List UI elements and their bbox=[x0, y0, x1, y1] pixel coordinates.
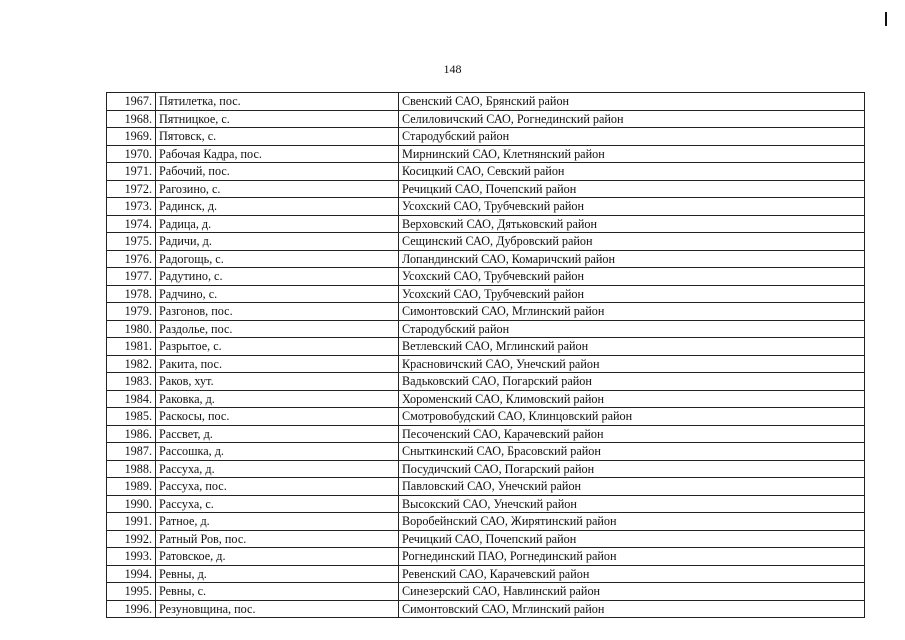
table-row bbox=[107, 268, 865, 286]
administrative-unit: Свенский САО, Брянский район bbox=[399, 93, 865, 111]
settlement-name: Радчино, с. bbox=[156, 285, 399, 303]
settlement-name: Радинск, д. bbox=[156, 198, 399, 216]
row-number: 1968. bbox=[107, 110, 156, 128]
table-row bbox=[107, 583, 865, 601]
page-number: 148 bbox=[443, 62, 462, 76]
administrative-unit: Вадьковский САО, Погарский район bbox=[399, 373, 865, 391]
administrative-unit: Стародубский район bbox=[399, 320, 865, 338]
settlement-name: Радутино, с. bbox=[156, 268, 399, 286]
table-body bbox=[107, 93, 865, 618]
table-row bbox=[107, 180, 865, 198]
settlement-name: Ратный Ров, пос. bbox=[156, 530, 399, 548]
settlement-name: Ревны, д. bbox=[156, 565, 399, 583]
administrative-unit: Смотровобудский САО, Клинцовский район bbox=[399, 408, 865, 426]
table-row bbox=[107, 145, 865, 163]
administrative-unit: Сныткинский САО, Брасовский район bbox=[399, 443, 865, 461]
administrative-unit: Рогнединский ПАО, Рогнединский район bbox=[399, 548, 865, 566]
administrative-unit: Хороменский САО, Климовский район bbox=[399, 390, 865, 408]
row-number: 1991. bbox=[107, 513, 156, 531]
row-number: 1975. bbox=[107, 233, 156, 251]
administrative-unit: Косицкий САО, Севский район bbox=[399, 163, 865, 181]
settlement-name: Ратное, д. bbox=[156, 513, 399, 531]
row-number: 1980. bbox=[107, 320, 156, 338]
table-row bbox=[107, 495, 865, 513]
administrative-unit: Усохский САО, Трубчевский район bbox=[399, 285, 865, 303]
table-row bbox=[107, 320, 865, 338]
administrative-unit: Симонтовский САО, Мглинский район bbox=[399, 303, 865, 321]
settlement-name: Рассуха, с. bbox=[156, 495, 399, 513]
row-number: 1992. bbox=[107, 530, 156, 548]
settlement-name: Разгонов, пос. bbox=[156, 303, 399, 321]
row-number: 1973. bbox=[107, 198, 156, 216]
row-number: 1969. bbox=[107, 128, 156, 146]
row-number: 1982. bbox=[107, 355, 156, 373]
table-row bbox=[107, 285, 865, 303]
administrative-unit: Верховский САО, Дятьковский район bbox=[399, 215, 865, 233]
table-row bbox=[107, 390, 865, 408]
table-row bbox=[107, 600, 865, 618]
row-number: 1981. bbox=[107, 338, 156, 356]
settlement-table bbox=[106, 92, 865, 618]
administrative-unit: Мирнинский САО, Клетнянский район bbox=[399, 145, 865, 163]
row-number: 1971. bbox=[107, 163, 156, 181]
table-row bbox=[107, 408, 865, 426]
table-row bbox=[107, 460, 865, 478]
table-row bbox=[107, 198, 865, 216]
administrative-unit: Речицкий САО, Почепский район bbox=[399, 530, 865, 548]
row-number: 1993. bbox=[107, 548, 156, 566]
row-number: 1967. bbox=[107, 93, 156, 111]
table-row bbox=[107, 110, 865, 128]
settlement-name: Рабочий, пос. bbox=[156, 163, 399, 181]
settlement-name: Радица, д. bbox=[156, 215, 399, 233]
settlement-name: Раков, хут. bbox=[156, 373, 399, 391]
administrative-unit: Высокский САО, Унечский район bbox=[399, 495, 865, 513]
row-number: 1978. bbox=[107, 285, 156, 303]
row-number: 1986. bbox=[107, 425, 156, 443]
settlement-name: Рассошка, д. bbox=[156, 443, 399, 461]
table-row bbox=[107, 250, 865, 268]
row-number: 1983. bbox=[107, 373, 156, 391]
table-row bbox=[107, 373, 865, 391]
settlement-name: Раскосы, пос. bbox=[156, 408, 399, 426]
table-row bbox=[107, 530, 865, 548]
administrative-unit: Павловский САО, Унечский район bbox=[399, 478, 865, 496]
administrative-unit: Усохский САО, Трубчевский район bbox=[399, 268, 865, 286]
settlement-name: Рабочая Кадра, пос. bbox=[156, 145, 399, 163]
row-number: 1970. bbox=[107, 145, 156, 163]
row-number: 1990. bbox=[107, 495, 156, 513]
administrative-unit: Песоченский САО, Карачевский район bbox=[399, 425, 865, 443]
settlement-name: Раздолье, пос. bbox=[156, 320, 399, 338]
row-number: 1988. bbox=[107, 460, 156, 478]
administrative-unit: Усохский САО, Трубчевский район bbox=[399, 198, 865, 216]
settlement-name: Ратовское, д. bbox=[156, 548, 399, 566]
administrative-unit: Селиловичский САО, Рогнединский район bbox=[399, 110, 865, 128]
settlement-name: Резуновщина, пос. bbox=[156, 600, 399, 618]
table-row bbox=[107, 513, 865, 531]
row-number: 1984. bbox=[107, 390, 156, 408]
settlement-name: Раковка, д. bbox=[156, 390, 399, 408]
row-number: 1996. bbox=[107, 600, 156, 618]
table-row bbox=[107, 303, 865, 321]
settlement-name: Ракита, пос. bbox=[156, 355, 399, 373]
settlement-name: Рассвет, д. bbox=[156, 425, 399, 443]
row-number: 1976. bbox=[107, 250, 156, 268]
table-row bbox=[107, 163, 865, 181]
administrative-unit: Посудичский САО, Погарский район bbox=[399, 460, 865, 478]
administrative-unit: Ревенский САО, Карачевский район bbox=[399, 565, 865, 583]
settlement-name: Пятилетка, пос. bbox=[156, 93, 399, 111]
settlement-name: Рассуха, д. bbox=[156, 460, 399, 478]
row-number: 1974. bbox=[107, 215, 156, 233]
table-row bbox=[107, 233, 865, 251]
administrative-unit: Симонтовский САО, Мглинский район bbox=[399, 600, 865, 618]
table-row bbox=[107, 478, 865, 496]
table-row bbox=[107, 128, 865, 146]
row-number: 1995. bbox=[107, 583, 156, 601]
row-number: 1987. bbox=[107, 443, 156, 461]
table-row bbox=[107, 215, 865, 233]
table-row bbox=[107, 93, 865, 111]
administrative-unit: Сещинский САО, Дубровский район bbox=[399, 233, 865, 251]
settlement-name: Рагозино, с. bbox=[156, 180, 399, 198]
administrative-unit: Стародубский район bbox=[399, 128, 865, 146]
row-number: 1985. bbox=[107, 408, 156, 426]
table-row bbox=[107, 355, 865, 373]
administrative-unit: Красновичский САО, Унечский район bbox=[399, 355, 865, 373]
row-number: 1989. bbox=[107, 478, 156, 496]
edge-mark bbox=[885, 12, 887, 26]
table-row bbox=[107, 425, 865, 443]
settlement-name: Радичи, д. bbox=[156, 233, 399, 251]
row-number: 1972. bbox=[107, 180, 156, 198]
settlement-name: Радогощь, с. bbox=[156, 250, 399, 268]
settlement-name: Разрытое, с. bbox=[156, 338, 399, 356]
administrative-unit: Лопандинский САО, Комаричский район bbox=[399, 250, 865, 268]
table-row bbox=[107, 443, 865, 461]
administrative-unit: Ветлевский САО, Мглинский район bbox=[399, 338, 865, 356]
administrative-unit: Синезерский САО, Навлинский район bbox=[399, 583, 865, 601]
row-number: 1994. bbox=[107, 565, 156, 583]
row-number: 1979. bbox=[107, 303, 156, 321]
table-row bbox=[107, 548, 865, 566]
settlement-name: Рассуха, пос. bbox=[156, 478, 399, 496]
settlement-name: Пятницкое, с. bbox=[156, 110, 399, 128]
table-row bbox=[107, 565, 865, 583]
row-number: 1977. bbox=[107, 268, 156, 286]
administrative-unit: Речицкий САО, Почепский район bbox=[399, 180, 865, 198]
administrative-unit: Воробейнский САО, Жирятинский район bbox=[399, 513, 865, 531]
settlement-name: Ревны, с. bbox=[156, 583, 399, 601]
table-row bbox=[107, 338, 865, 356]
settlement-name: Пятовск, с. bbox=[156, 128, 399, 146]
